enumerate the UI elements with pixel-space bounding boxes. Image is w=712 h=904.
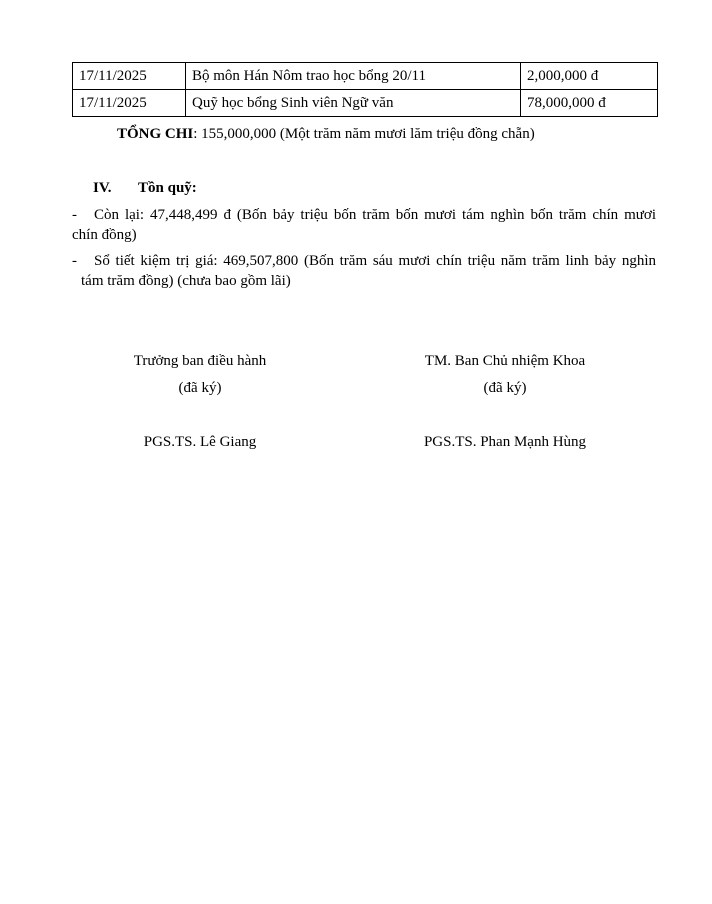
- total-expense-line: [117, 124, 535, 144]
- signature-block-left: [80, 351, 320, 452]
- total-expense-label: TỔNG CHI: [117, 126, 194, 142]
- expense-description-cell: Bộ môn Hán Nôm trao học bổng 20/11: [186, 63, 521, 90]
- list-item: [72, 251, 656, 291]
- total-expense-text: : 155,000,000 (Một trăm năm mươi lăm triệu đồng chẵn): [193, 126, 535, 142]
- expense-description-cell: Quỹ học bổng Sinh viên Ngữ văn: [186, 90, 521, 117]
- bullet-text-line: tám trăm đồng) (chưa bao gồm lãi): [81, 273, 291, 289]
- table-row: [73, 90, 658, 117]
- bullet-dash: -: [72, 207, 77, 223]
- bullet-dash: -: [72, 253, 77, 269]
- signature-title: TM. Ban Chủ nhiệm Khoa: [424, 353, 586, 369]
- expense-amount-cell: 2,000,000 đ: [521, 63, 658, 90]
- signature-status: (đã ký): [178, 380, 222, 396]
- expense-date-cell: 17/11/2025: [73, 90, 186, 117]
- expense-table: [72, 62, 658, 117]
- bullet-text-line: Còn lại: 47,448,499 đ (Bốn bảy triệu bốn trăm bốn mươi tám nghìn bốn trăm chín mươi: [94, 207, 656, 223]
- table-row: [73, 63, 658, 90]
- section-title: Tồn quỹ:: [138, 180, 197, 196]
- signature-block-right: [385, 351, 625, 452]
- bullet-text-line: Sổ tiết kiệm trị giá: 469,507,800 (Bốn trăm sáu mươi chín triệu năm trăm linh bảy nghìn: [94, 253, 656, 269]
- bullet-text-line: chín đồng): [72, 227, 137, 243]
- signature-status: (đã ký): [483, 380, 527, 396]
- expense-date-cell: 17/11/2025: [73, 63, 186, 90]
- section-number: IV.: [93, 180, 112, 196]
- expense-amount-cell: 78,000,000 đ: [521, 90, 658, 117]
- signer-name: PGS.TS. Phan Mạnh Hùng: [423, 434, 587, 450]
- list-item: [72, 205, 656, 245]
- signature-title: Trưởng ban điều hành: [133, 353, 267, 369]
- signer-name: PGS.TS. Lê Giang: [143, 434, 257, 450]
- section-heading: [93, 178, 197, 198]
